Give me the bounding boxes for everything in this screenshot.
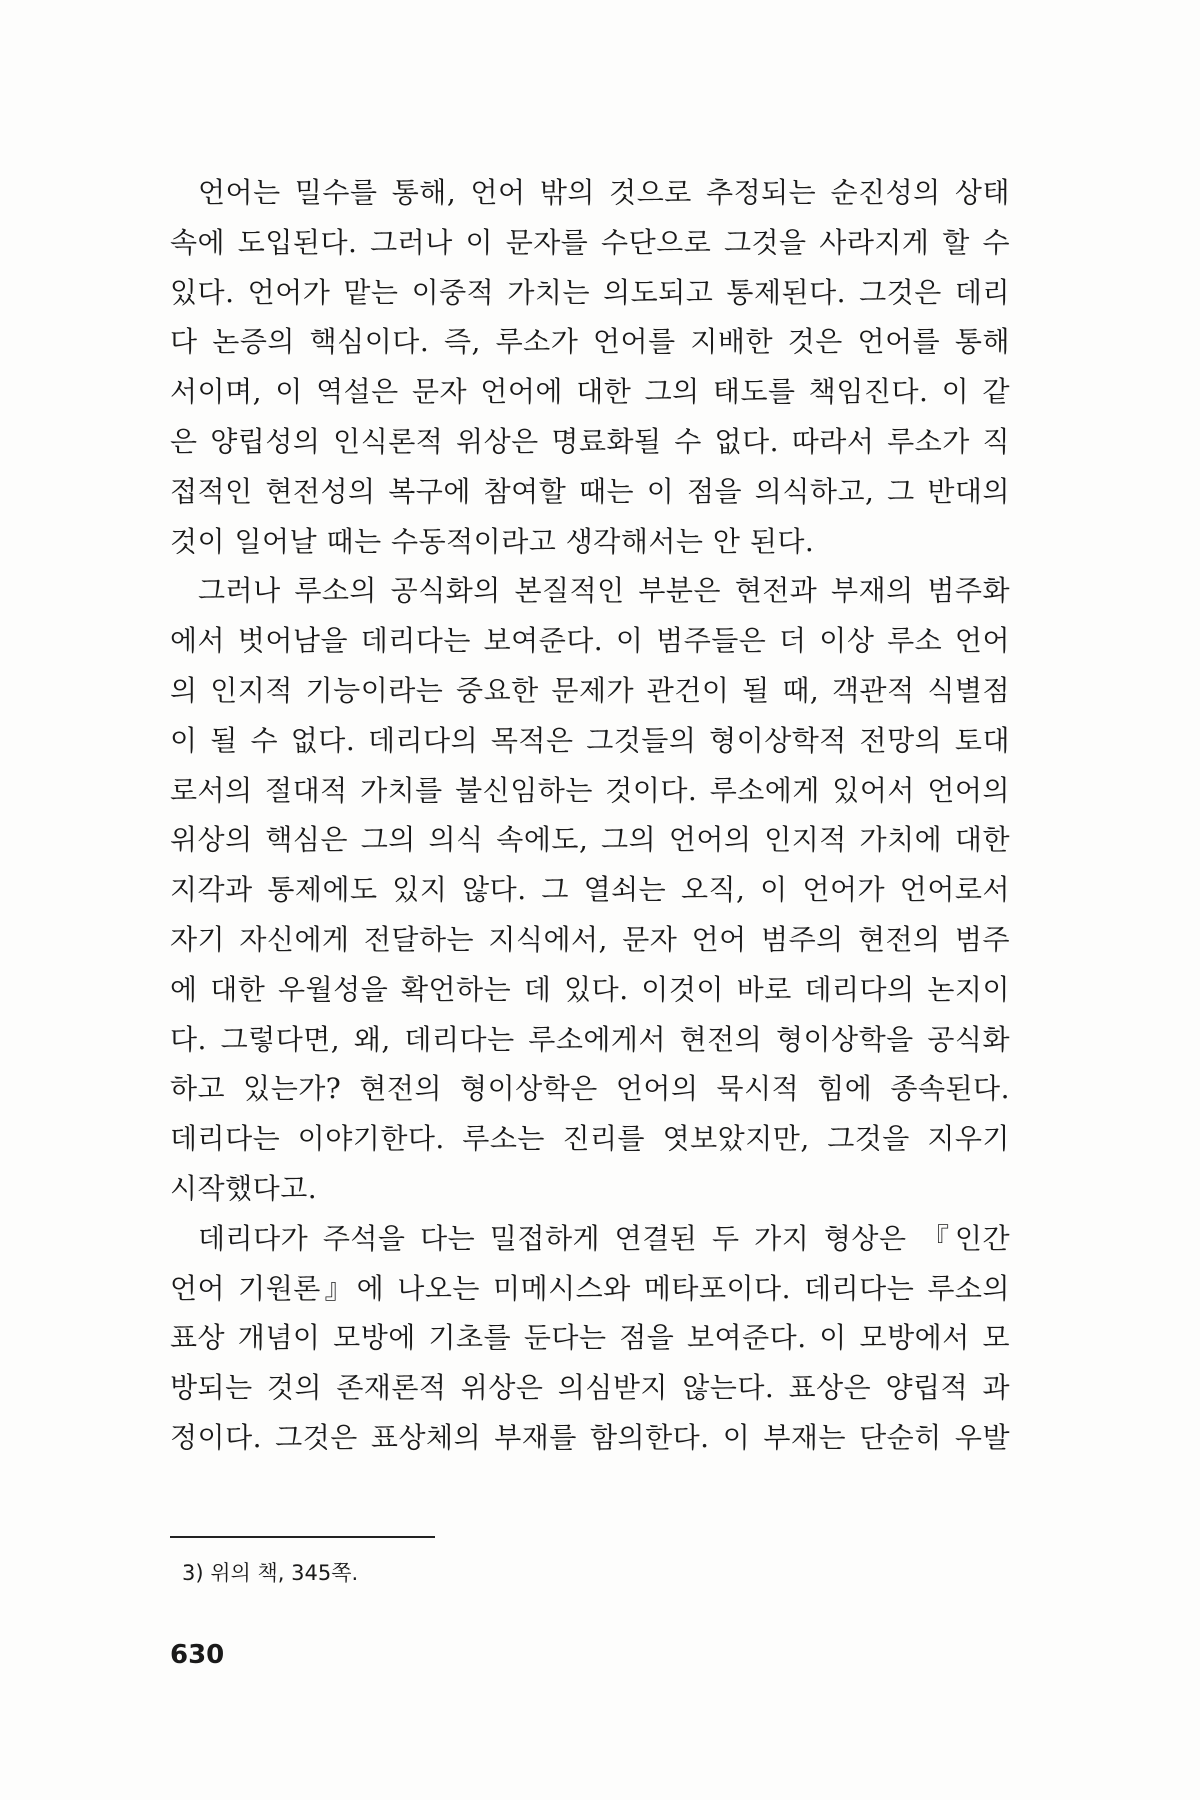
text-line: 시작했다고. (170, 1171, 318, 1205)
paragraph-3 (170, 1214, 1010, 1463)
paragraph-2 (170, 566, 1010, 1213)
footnote: 3) 위의 책, 345쪽. (182, 1561, 359, 1585)
text-line: 정이다. 그것은 표상체의 부재를 함의한다. 이 부재는 단순히 우발 (170, 1420, 1010, 1454)
text-line: 것이 일어날 때는 수동적이라고 생각해서는 안 된다. (170, 524, 815, 558)
text-line: 표상 개념이 모방에 기초를 둔다는 점을 보여준다. 이 모방에서 모 (170, 1321, 1010, 1355)
text-line: 그러나 루소의 공식화의 본질적인 부분은 현전과 부재의 범주화 (198, 574, 1010, 608)
text-line: 있다. 언어가 맡는 이중적 가치는 의도되고 통제된다. 그것은 데리 (170, 275, 1010, 309)
text-line: 다 논증의 핵심이다. 즉, 루소가 언어를 지배한 것은 언어를 통해 (170, 325, 1010, 359)
text-line: 이 될 수 없다. 데리다의 목적은 그것들의 형이상학적 전망의 토대 (170, 723, 1010, 757)
text-line: 자기 자신에게 전달하는 지식에서, 문자 언어 범주의 현전의 범주 (170, 922, 1010, 956)
text-line: 언어는 밀수를 통해, 언어 밖의 것으로 추정되는 순진성의 상태 (198, 176, 1010, 209)
text-line: 에 대한 우월성을 확언하는 데 있다. 이것이 바로 데리다의 논지이 (170, 972, 1010, 1006)
text-line: 데리다는 이야기한다. 루소는 진리를 엿보았지만, 그것을 지우기 (170, 1122, 1010, 1156)
text-line: 로서의 절대적 가치를 불신임하는 것이다. 루소에게 있어서 언어의 (170, 773, 1010, 807)
text-line: 속에 도입된다. 그러나 이 문자를 수단으로 그것을 사라지게 할 수 (170, 225, 1010, 259)
text-line: 지각과 통제에도 있지 않다. 그 열쇠는 오직, 이 언어가 언어로서 (170, 873, 1010, 907)
text-line: 서이며, 이 역설은 문자 언어에 대한 그의 태도를 책임진다. 이 같 (170, 375, 1010, 409)
body-text (170, 168, 1010, 1463)
text-line: 위상의 핵심은 그의 의식 속에도, 그의 언어의 인지적 가치에 대한 (170, 823, 1010, 857)
text-line: 접적인 현전성의 복구에 참여할 때는 이 점을 의식하고, 그 반대의 (170, 474, 1010, 508)
text-line: 언어 기원론』에 나오는 미메시스와 메타포이다. 데리다는 루소의 (170, 1271, 1010, 1305)
text-line: 방되는 것의 존재론적 위상은 의심받지 않는다. 표상은 양립적 과 (170, 1371, 1010, 1405)
text-line: 은 양립성의 인식론적 위상은 명료화될 수 없다. 따라서 루소가 직 (170, 424, 1010, 458)
text-line: 에서 벗어남을 데리다는 보여준다. 이 범주들은 더 이상 루소 언어 (170, 624, 1010, 658)
text-line: 다. 그렇다면, 왜, 데리다는 루소에게서 현전의 형이상학을 공식화 (170, 1022, 1010, 1056)
text-line: 하고 있는가? 현전의 형이상학은 언어의 묵시적 힘에 종속된다. (170, 1072, 1010, 1106)
page-number: 630 (170, 1640, 225, 1670)
paragraph-1 (170, 168, 1010, 566)
footnote-divider (170, 1536, 435, 1538)
text-line: 의 인지적 기능이라는 중요한 문제가 관건이 될 때, 객관적 식별점 (170, 673, 1010, 707)
text-line: 데리다가 주석을 다는 밀접하게 연결된 두 가지 형상은 『인간 (198, 1221, 1010, 1255)
